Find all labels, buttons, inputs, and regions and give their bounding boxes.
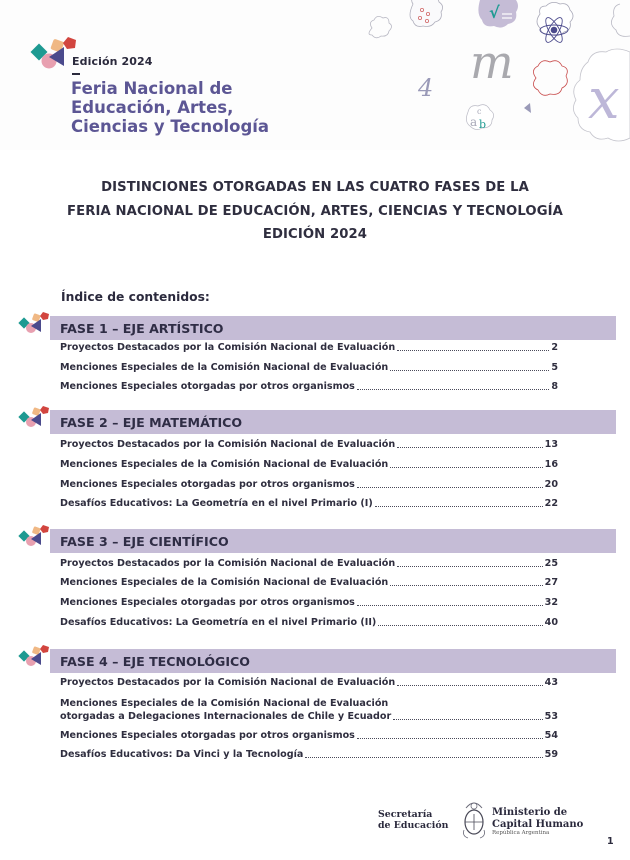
toc-entry-label: Desafíos Educativos: Da Vinci y la Tecnología (60, 749, 304, 760)
sqrt-symbol-icon (478, 0, 518, 28)
toc-entry[interactable] (60, 458, 558, 471)
section-title: FASE 4 – EJE TECNOLÓGICO (60, 654, 250, 669)
toc-entry-label: Menciones Especiales de la Comisión Nacional de Evaluación (60, 577, 389, 588)
cloud-outline-icon (369, 16, 392, 37)
dot-leader (397, 350, 549, 351)
toc-entry-label: Menciones Especiales otorgadas por otros organismos (60, 597, 355, 608)
toc-entry-label-line: Menciones Especiales de la Comisión Nacional de Evaluación (60, 698, 389, 709)
ministerio-line: Ministerio de (492, 807, 568, 818)
toc-entry-page: 40 (544, 617, 558, 628)
dot-leader (305, 757, 542, 758)
section-header-band (50, 410, 616, 434)
dot-leader (397, 447, 542, 448)
dot-leader (378, 625, 542, 626)
toc-entry-page: 8 (551, 381, 558, 392)
dot-leader (390, 467, 542, 468)
toc-entry[interactable] (60, 380, 558, 393)
toc-entry-page: 59 (544, 749, 558, 760)
edition-label: Edición 2024 (72, 55, 153, 68)
letter-x-glyph: x (588, 67, 620, 132)
toc-entry-label: Proyectos Destacados por la Comisión Nacional de Evaluación (60, 439, 396, 450)
toc-entry[interactable] (60, 676, 558, 689)
secretaria-line: Secretaría (378, 809, 433, 820)
toc-entry[interactable] (60, 478, 558, 491)
toc-entry[interactable] (60, 557, 558, 570)
header-banner (0, 0, 630, 150)
coat-of-arms-icon (460, 800, 488, 840)
toc-entry-page: 13 (544, 439, 558, 450)
page-number: 1 (607, 836, 614, 847)
toc-entry-label (60, 697, 391, 723)
section-header-band (50, 649, 616, 673)
toc-entry-label-line: otorgadas a Delegaciones Internacionales de Chile y Ecuador (60, 711, 392, 722)
toc-entry-page: 2 (551, 342, 558, 353)
toc-entry-label: Proyectos Destacados por la Comisión Nacional de Evaluación (60, 677, 396, 688)
section-title: FASE 3 – EJE CIENTÍFICO (60, 534, 229, 549)
feria-logo-shapes-icon (18, 643, 54, 667)
toc-entry-label: Desafíos Educativos: La Geometría en el nivel Primario (I) (60, 498, 373, 509)
toc-entry-page: 22 (544, 498, 558, 509)
document-title (0, 176, 630, 247)
letter-c-glyph: c (477, 107, 482, 116)
toc-entry-page: 16 (544, 459, 558, 470)
document-title-line: DISTINCIONES OTORGADAS EN LAS CUATRO FASES DE LA (101, 180, 529, 195)
decorative-illustration (330, 0, 630, 150)
dot-leader (397, 685, 542, 686)
event-title-line: Educación, Artes, (71, 98, 234, 117)
feria-logo-shapes-icon (18, 404, 54, 428)
toc-entry-label: Proyectos Destacados por la Comisión Nacional de Evaluación (60, 558, 396, 569)
table-of-contents-heading: Índice de contenidos: (61, 290, 210, 304)
toc-entry-label: Menciones Especiales de la Comisión Nacional de Evaluación (60, 459, 389, 470)
dot-leader (357, 605, 543, 606)
letter-a-glyph: a (470, 115, 478, 129)
toc-entry-page: 25 (544, 558, 558, 569)
toc-entry-label: Menciones Especiales otorgadas por otros organismos (60, 479, 355, 490)
flower-dots-icon (410, 0, 443, 27)
toc-entry[interactable] (60, 438, 558, 451)
toc-entry-page: 53 (544, 711, 558, 722)
toc-entry[interactable] (60, 596, 558, 609)
footer-logos (378, 800, 588, 846)
toc-entry-label: Proyectos Destacados por la Comisión Nacional de Evaluación (60, 342, 396, 353)
toc-entry[interactable] (60, 729, 558, 742)
sqrt-symbol-glyph: √ (489, 3, 500, 22)
ministerio-line: Capital Humano (492, 818, 584, 830)
toc-entry-page: 43 (544, 677, 558, 688)
dot-leader (390, 585, 542, 586)
dot-leader (357, 389, 549, 390)
feria-logo-shapes-icon (18, 523, 54, 547)
toc-entry-page: 20 (544, 479, 558, 490)
toc-entry[interactable] (60, 576, 558, 589)
document-title-line: FERIA NACIONAL DE EDUCACIÓN, ARTES, CIENCIAS Y TECNOLOGÍA (67, 203, 563, 219)
toc-entry-label: Desafíos Educativos: La Geometría en el nivel Primario (II) (60, 617, 377, 628)
toc-entry-label: Menciones Especiales otorgadas por otros organismos (60, 730, 355, 741)
letter-b-glyph: b (479, 118, 487, 131)
toc-entry[interactable] (60, 341, 558, 354)
dot-leader (375, 506, 543, 507)
secretaria-line: de Educación (378, 820, 449, 831)
edition-divider (72, 73, 80, 75)
number-4-glyph: 4 (418, 74, 434, 102)
toc-entry[interactable] (60, 616, 558, 629)
dot-leader (390, 370, 549, 371)
toc-entry-page: 54 (544, 730, 558, 741)
toc-entry-page: 27 (544, 577, 558, 588)
document-title-line: EDICIÓN 2024 (262, 227, 368, 242)
event-title (71, 79, 269, 136)
feria-logo-shapes-icon (18, 310, 54, 334)
republica-argentina-label: República Argentina (492, 830, 550, 836)
ministerio-capital-humano-logo (492, 807, 583, 837)
section-header-band (50, 316, 616, 340)
dot-leader (397, 566, 542, 567)
section-title: FASE 1 – EJE ARTÍSTICO (60, 321, 224, 336)
event-title-line: Feria Nacional de (71, 79, 233, 98)
dot-leader (357, 738, 543, 739)
dot-leader (393, 719, 542, 720)
toc-entry[interactable] (60, 497, 558, 510)
toc-entry-page: 32 (544, 597, 558, 608)
toc-entry[interactable] (60, 697, 558, 723)
atom-icon (537, 2, 573, 44)
toc-entry-label: Menciones Especiales otorgadas por otros organismos (60, 381, 355, 392)
letter-m-glyph: m (470, 35, 514, 89)
toc-entry[interactable] (60, 361, 558, 374)
secretaria-educacion-logo (378, 809, 448, 831)
toc-entry-page: 5 (551, 362, 558, 373)
section-header-band (50, 529, 616, 553)
abc-letters-icon (466, 105, 493, 131)
dot-leader (357, 487, 543, 488)
toc-entry-label: Menciones Especiales de la Comisión Nacional de Evaluación (60, 362, 389, 373)
section-title: FASE 2 – EJE MATEMÁTICO (60, 415, 243, 430)
event-title-line: Ciencias y Tecnología (71, 117, 270, 136)
toc-entry[interactable] (60, 748, 558, 761)
letter-x-icon (573, 49, 630, 141)
